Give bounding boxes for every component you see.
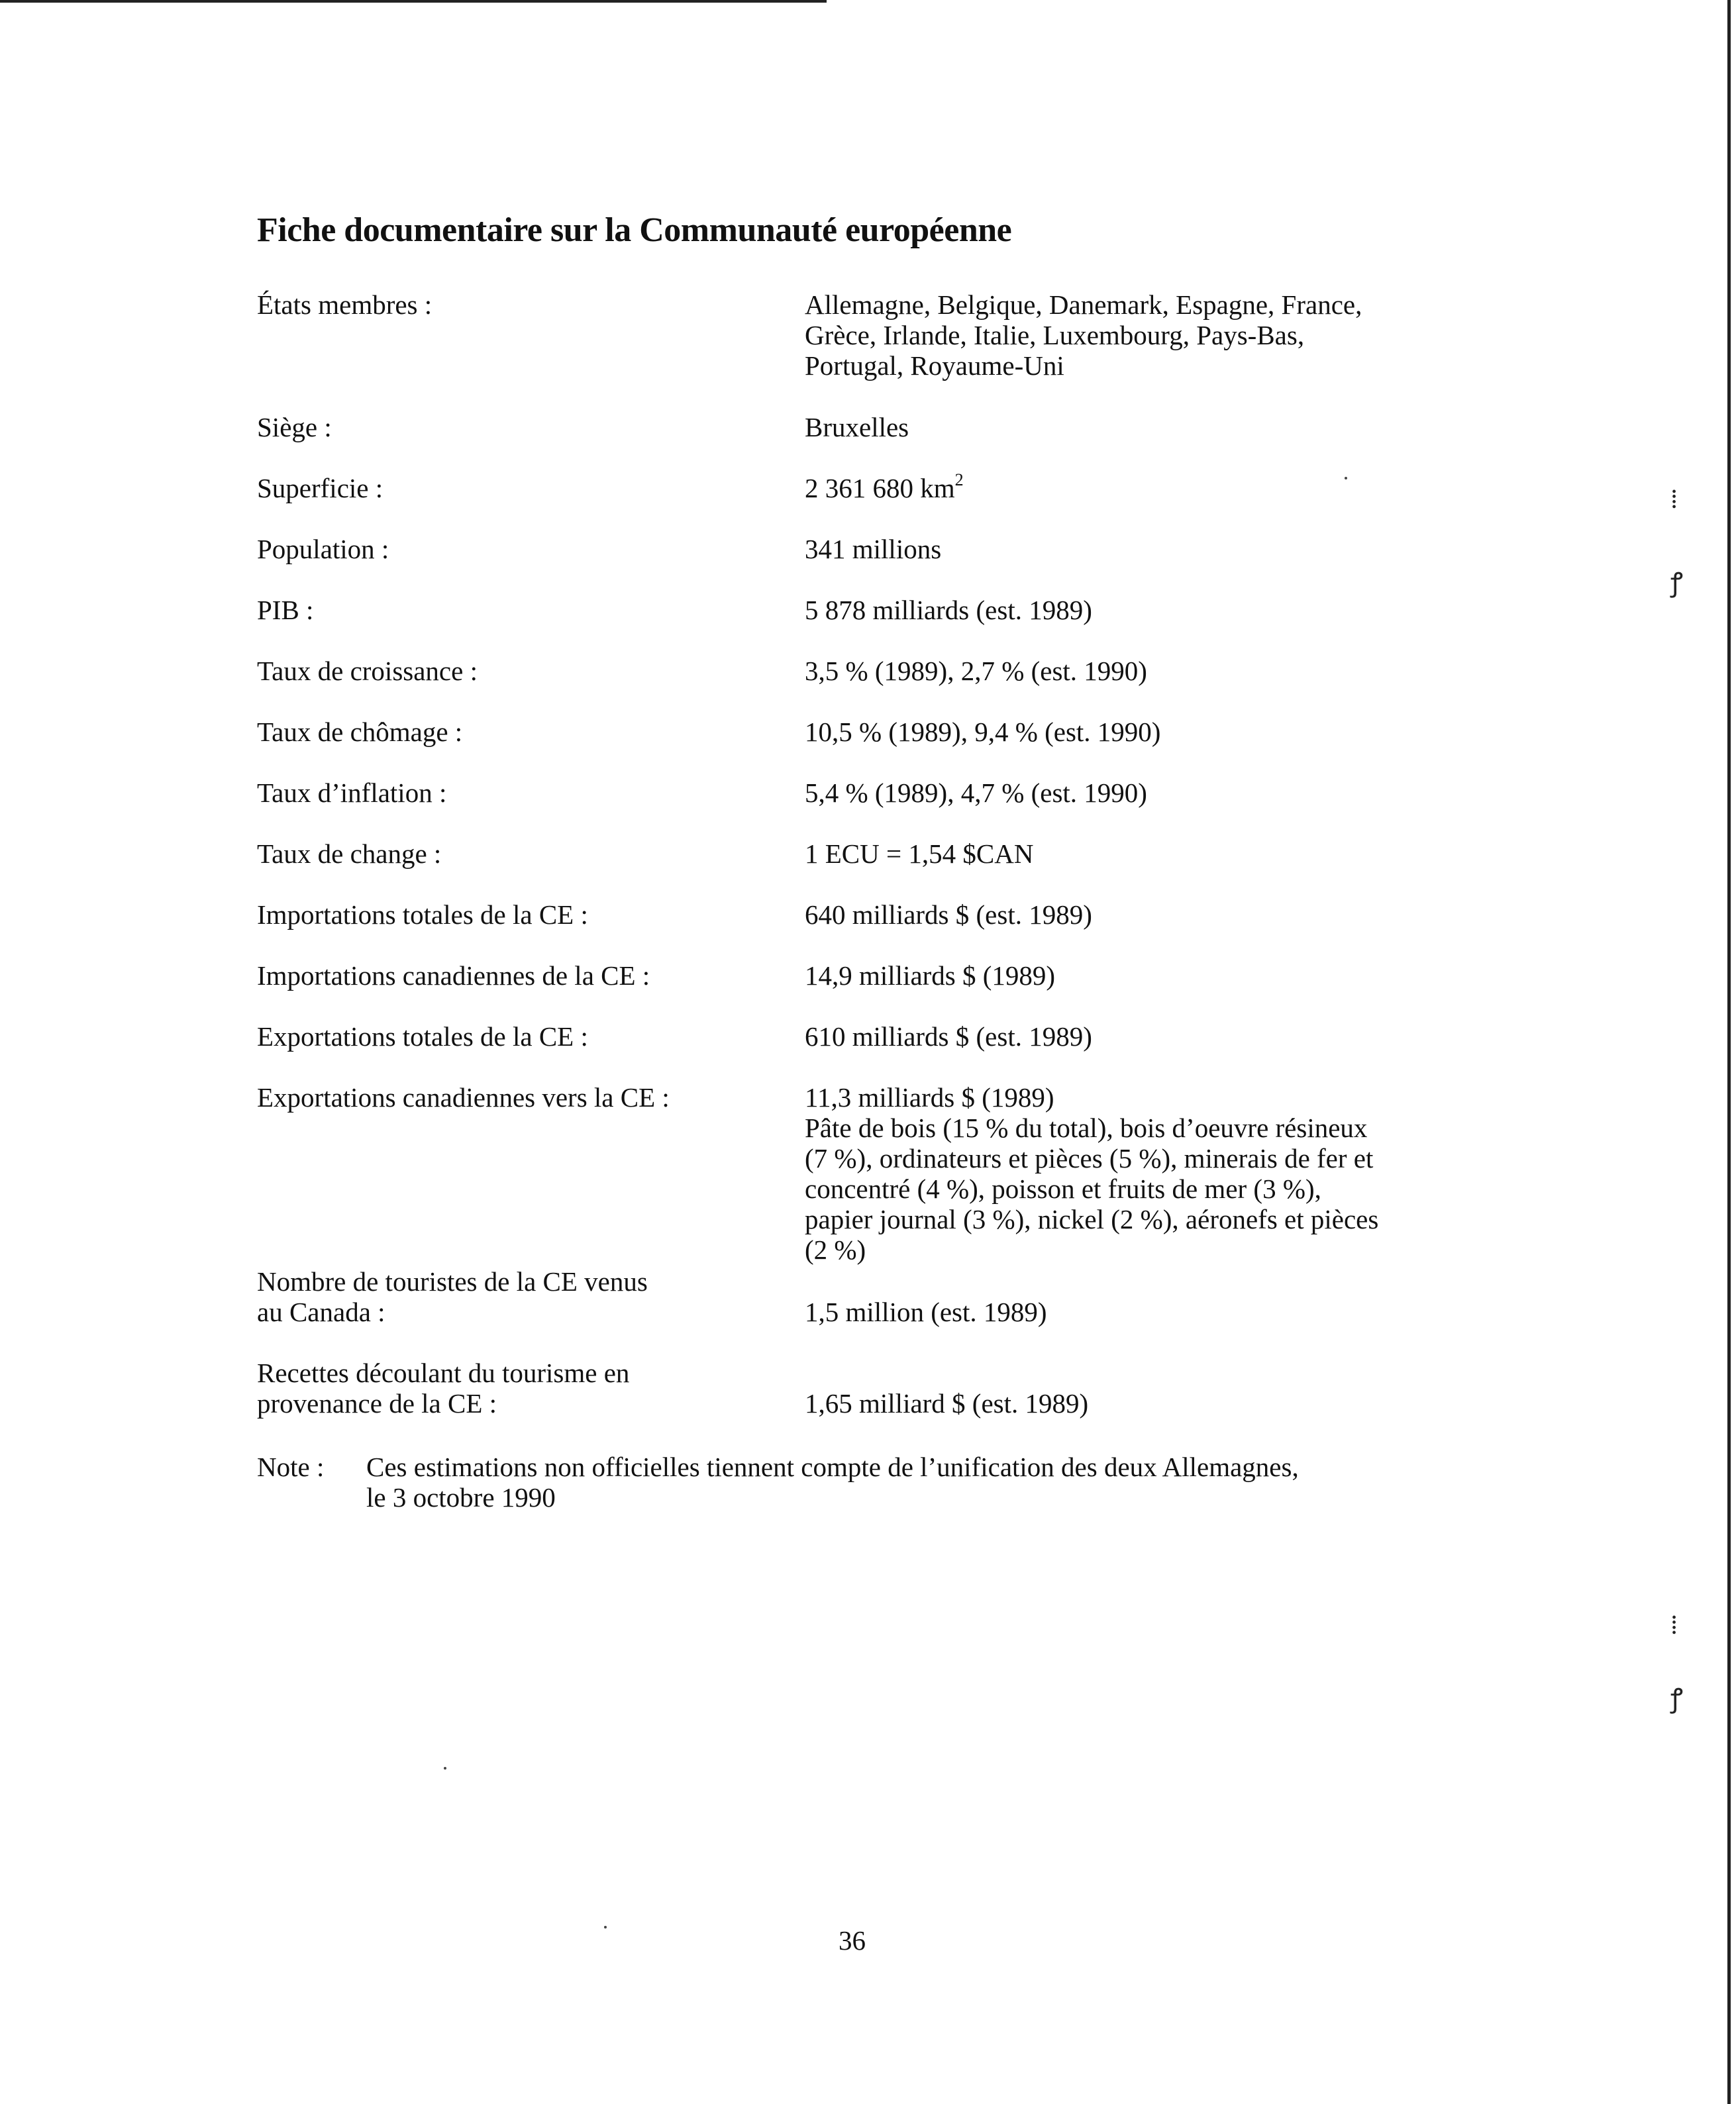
fact-label: Taux de chômage : [257, 717, 463, 747]
fact-value: 3,5 % (1989), 2,7 % (est. 1990) [805, 656, 1147, 686]
fact-label: Importations canadiennes de la CE : [257, 960, 650, 991]
scan-mark: ꝭ [1670, 568, 1683, 597]
scan-dot [444, 1767, 446, 1770]
fact-label: Exportations canadiennes vers la CE : [257, 1082, 670, 1113]
fact-value: 11,3 milliards $ (1989) Pâte de bois (15 % du total), bois d’oeuvre résineux (7 %), ordinateurs et pièces (5 %), minerais de fer et concentré (4 %), poisson et fruits de mer (3 %), papier journal (3 %), nickel (2 %), aéronefs et pièces (2 %) [805, 1082, 1379, 1265]
fact-value: 1,65 milliard $ (est. 1989) [805, 1388, 1089, 1419]
scan-dot [604, 1926, 607, 1929]
fact-value: 341 millions [805, 534, 942, 564]
note-label: Note : [257, 1452, 325, 1482]
fact-value: 640 milliards $ (est. 1989) [805, 899, 1092, 930]
scan-mark: ꝭ [1670, 1683, 1683, 1713]
fact-value: 1 ECU = 1,54 $CAN [805, 838, 1034, 869]
fact-label: Population : [257, 534, 389, 564]
fact-value: 610 milliards $ (est. 1989) [805, 1021, 1092, 1052]
note-text: Ces estimations non officielles tiennent compte de l’unification des deux Allemagnes, le 3 octobre 1990 [366, 1452, 1299, 1513]
fact-value: 5,4 % (1989), 4,7 % (est. 1990) [805, 777, 1147, 808]
fact-label: Recettes découlant du tourisme en provenance de la CE : [257, 1358, 630, 1419]
fact-value: 2 361 680 $km^2$ [805, 470, 964, 503]
fact-label: Taux de croissance : [257, 656, 478, 686]
page-title: Fiche documentaire sur la Communauté européenne [257, 211, 1012, 249]
fact-label: Nombre de touristes de la CE venus au Canada : [257, 1266, 648, 1327]
fact-value: Bruxelles [805, 412, 909, 442]
fact-value: 10,5 % (1989), 9,4 % (est. 1990) [805, 717, 1161, 747]
fact-label: PIB : [257, 595, 314, 625]
fact-label: États membres : [257, 289, 433, 320]
page-number: 36 [839, 1925, 866, 1956]
scan-mark: ⁞ [1670, 1610, 1678, 1640]
fact-value: 5 878 milliards (est. 1989) [805, 595, 1092, 625]
scan-mark: ⁞ [1670, 484, 1678, 514]
fact-label: Superficie : [257, 473, 383, 503]
fact-label: Importations totales de la CE : [257, 899, 588, 930]
right-border-line [1727, 0, 1731, 2104]
fact-label: Siège : [257, 412, 332, 442]
top-border-line [0, 0, 827, 3]
fact-value: 14,9 milliards $ (1989) [805, 960, 1056, 991]
fact-label: Taux d’inflation : [257, 777, 447, 808]
fact-value: Allemagne, Belgique, Danemark, Espagne, France, Grèce, Irlande, Italie, Luxembourg, Pays-Bas, Portugal, Royaume-Uni [805, 289, 1362, 381]
fact-label: Taux de change : [257, 838, 442, 869]
fact-value: 1,5 million (est. 1989) [805, 1297, 1047, 1327]
fact-label: Exportations totales de la CE : [257, 1021, 588, 1052]
scan-dot [1345, 477, 1347, 479]
